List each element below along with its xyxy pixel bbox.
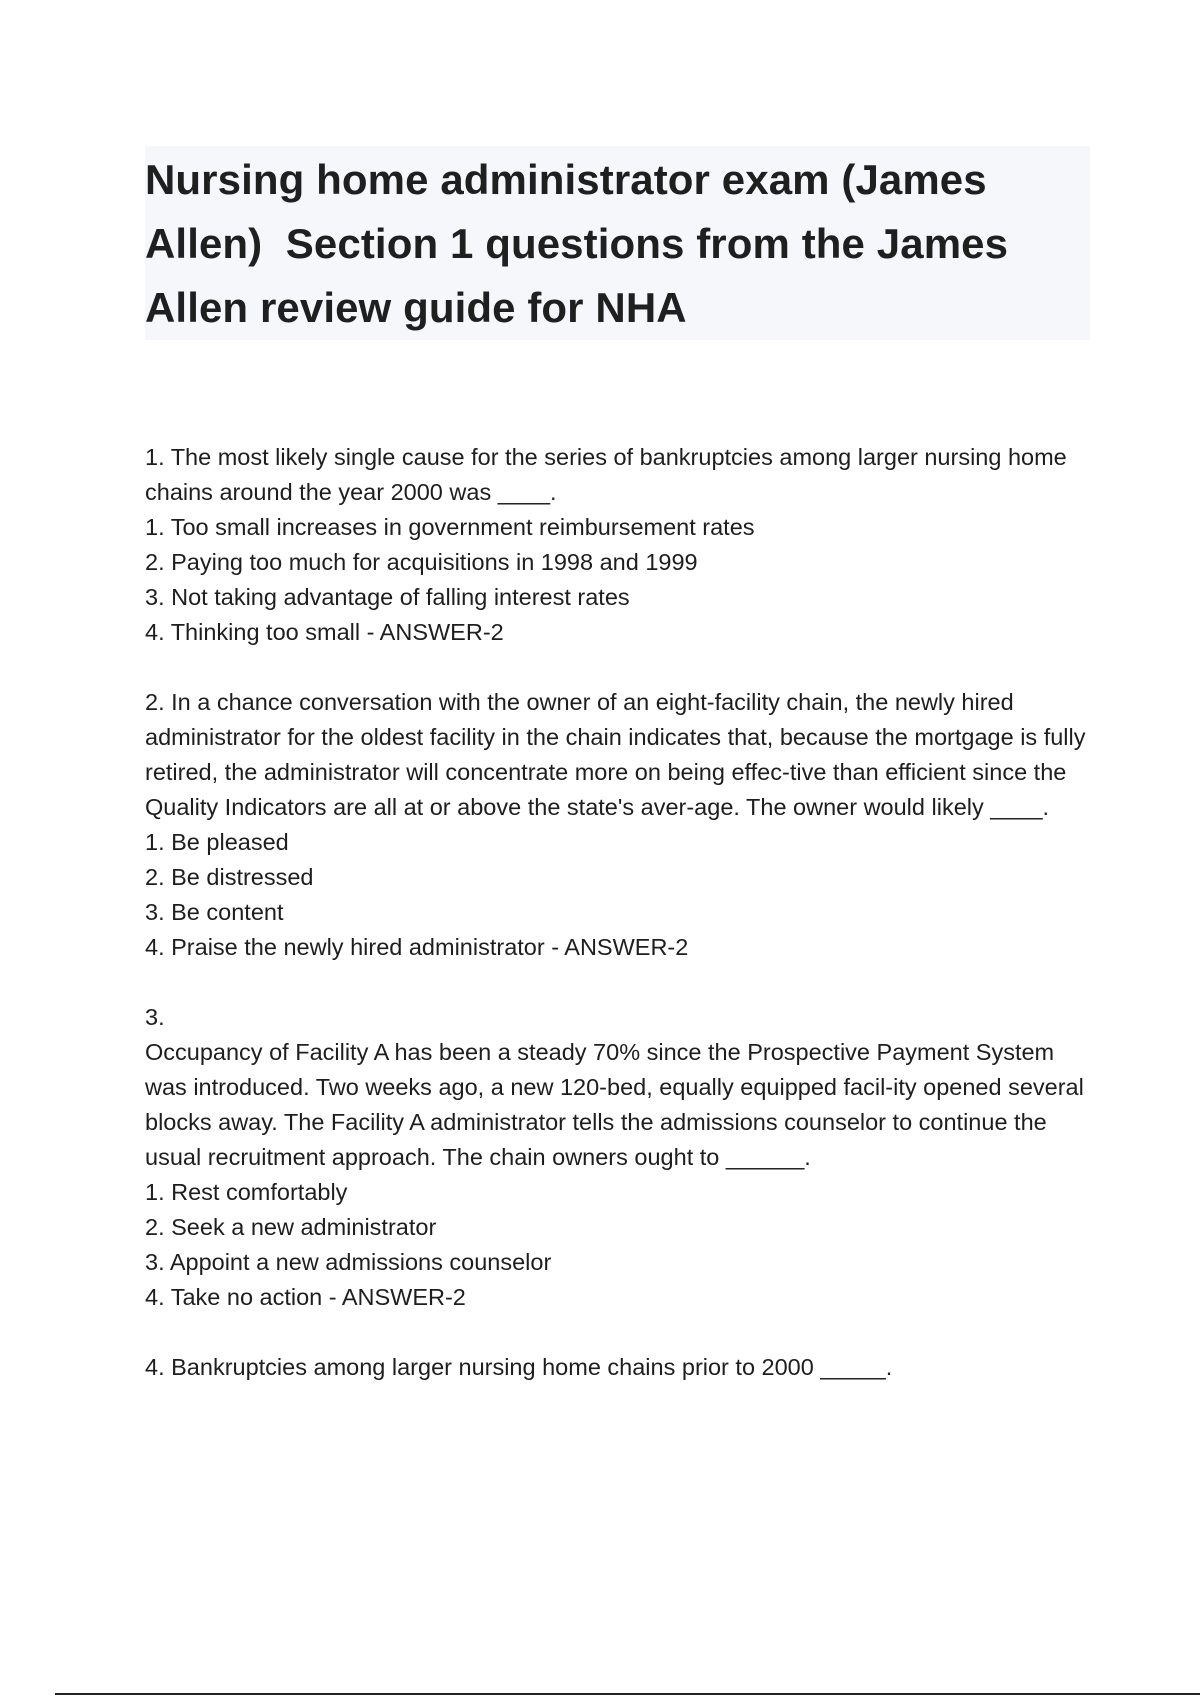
- answer-option: 4. Praise the newly hired administrator - ANSWER-2: [145, 934, 689, 960]
- question-4: [145, 1350, 1095, 1385]
- question-list: [145, 440, 1095, 1420]
- question-3: [145, 1000, 1095, 1315]
- question-text: 1. The most likely single cause for the series of bankruptcies among larger nursing home chains around the year 2000 was ____.: [145, 444, 1074, 505]
- answer-options: [145, 1175, 1095, 1315]
- title-banner: [145, 146, 1090, 340]
- question-2: [145, 685, 1095, 965]
- answer-option: 2. Be distressed: [145, 864, 314, 890]
- answer-options: [145, 510, 1095, 650]
- page-divider: [55, 1693, 1200, 1695]
- answer-option: 2. Seek a new administrator: [145, 1214, 437, 1240]
- answer-option: 3. Be content: [145, 899, 284, 925]
- document-title: Nursing home administrator exam (James Allen) Section 1 questions from the James Allen review guide for NHA: [145, 156, 1019, 331]
- question-1: [145, 440, 1095, 650]
- answer-option: 1. Be pleased: [145, 829, 289, 855]
- answer-option: 1. Rest comfortably: [145, 1179, 348, 1205]
- answer-options: [145, 825, 1095, 965]
- answer-option: 2. Paying too much for acquisitions in 1998 and 1999: [145, 549, 698, 575]
- question-number: 3.: [145, 1004, 165, 1030]
- question-text: 2. In a chance conversation with the owner of an eight-facility chain, the newly hired administrator for the oldest facility in the chain indicates that, because the mortgage is fully retired, the administrator will concentrate more on being effec-tive than efficient since the Quality Indicators are all at or above the state's aver-age. The owner would likely ____.: [145, 689, 1093, 820]
- answer-option: 3. Not taking advantage of falling interest rates: [145, 584, 630, 610]
- answer-option: 4. Take no action - ANSWER-2: [145, 1284, 466, 1310]
- question-text: 4. Bankruptcies among larger nursing home chains prior to 2000 _____.: [145, 1354, 893, 1380]
- answer-option: 1. Too small increases in government reimbursement rates: [145, 514, 755, 540]
- answer-option: 3. Appoint a new admissions counselor: [145, 1249, 552, 1275]
- answer-option: 4. Thinking too small - ANSWER-2: [145, 619, 504, 645]
- question-text: Occupancy of Facility A has been a steady 70% since the Prospective Payment System was introduced. Two weeks ago, a new 120-bed, equally equipped facil-ity opened several blocks away. The Facility A administrator tells the admissions counselor to continue the usual recruitment approach. The chain owners ought to ______.: [145, 1039, 1091, 1170]
